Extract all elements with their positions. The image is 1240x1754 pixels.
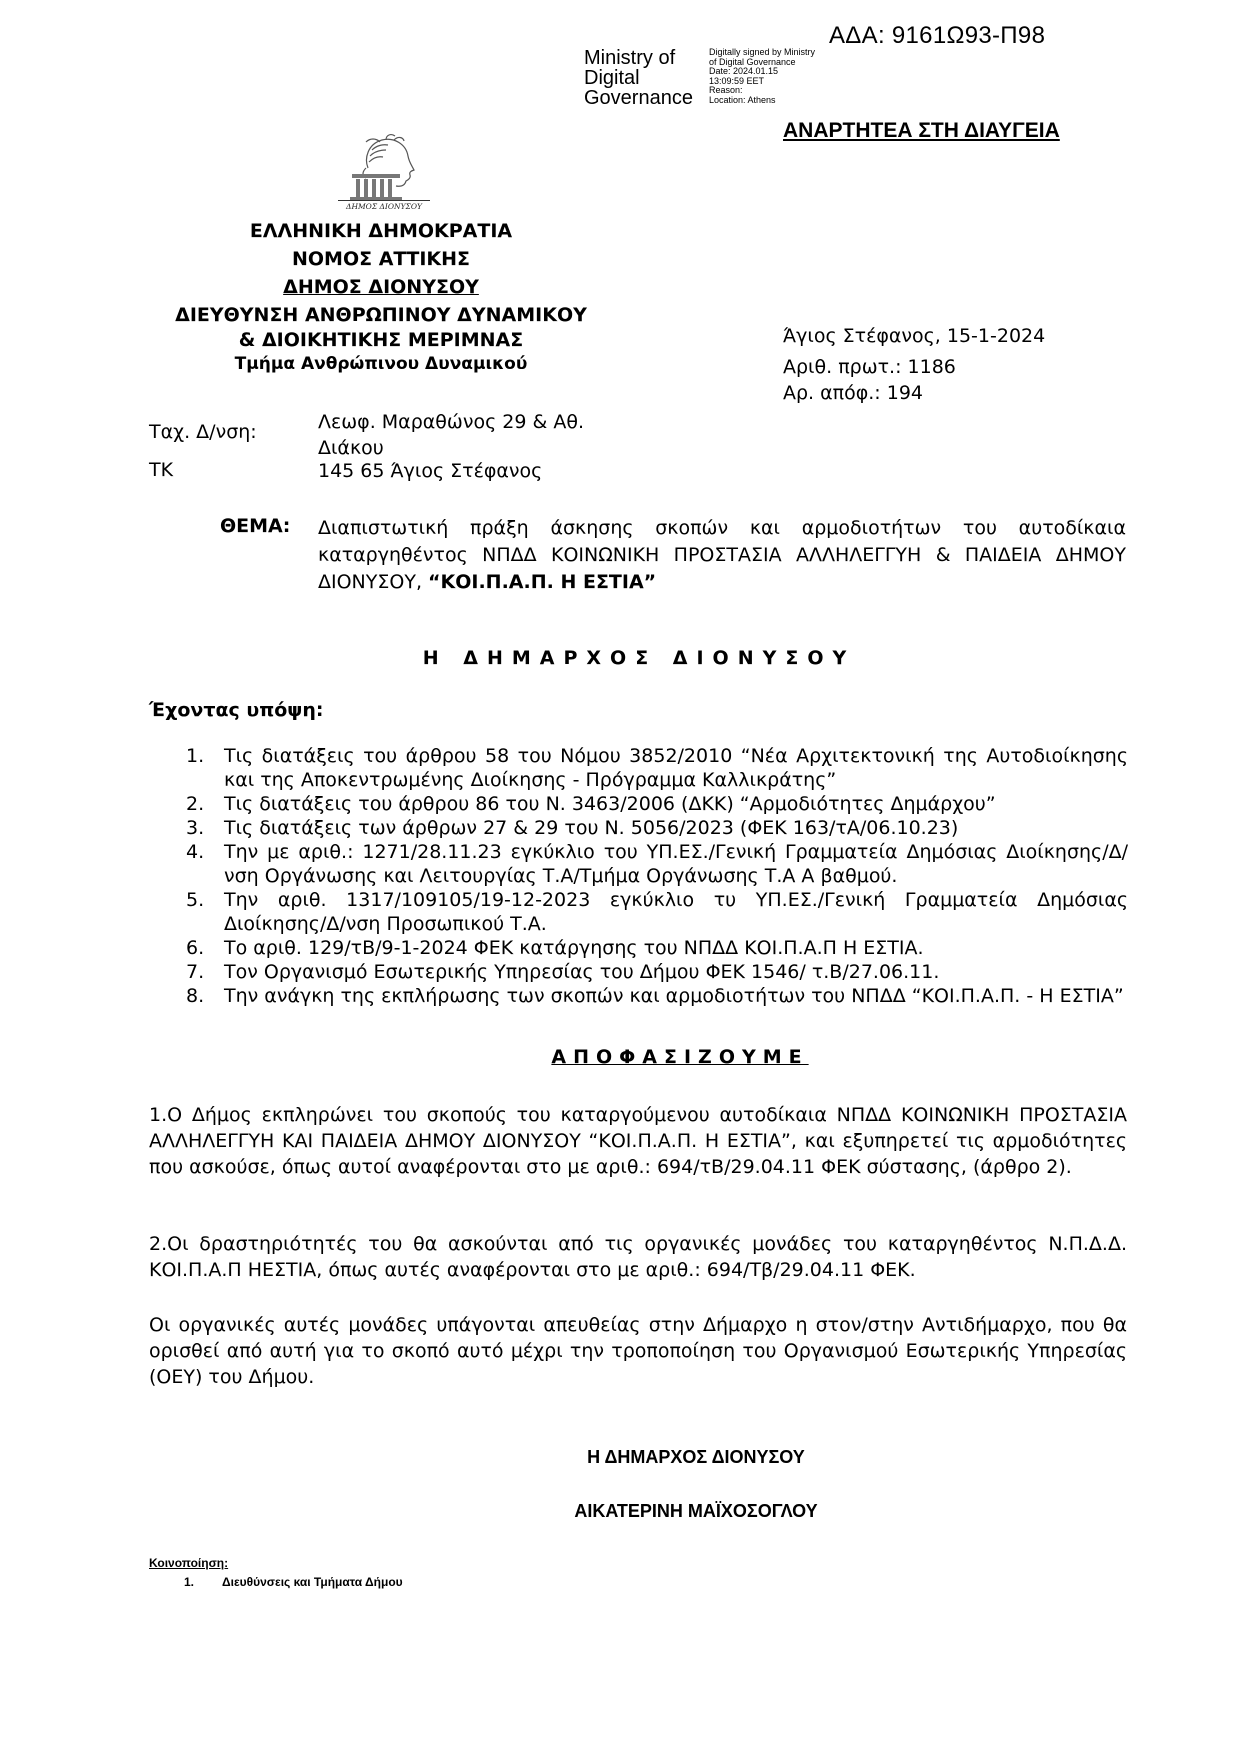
protocol-numbers [783,354,956,406]
notification-item [184,1575,403,1589]
signature-org-line: Governance [584,87,693,109]
item-text: Την αριθ. 1317/109105/19-12-2023 εγκύκλιο τυ ΥΠ.ΕΣ./Γενική Γραμματεία Δημόσιας Διοίκησης/Δ/νση Προσωπικού Τ.Α. [224,889,1128,935]
consideration-item [186,744,1128,792]
ada-reference: ΑΔΑ: 9161Ω93-Π98 [829,22,1046,49]
signature-org-line: Ministry of [584,47,676,69]
subject-body: Διαπιστωτική πράξη άσκησης σκοπών και αρμοδιοτήτων του αυτοδίκαια καταργηθέντος ΝΠΔΔ ΚΟΙΝΩΝΙΚΗ ΠΡΟΣΤΑΣΙΑ ΑΛΛΗΛΕΓΓΥΗ & ΠΑΙΔΕΙΑ ΔΗΜΟΥ ΔΙΟΝΥΣΟΥ, [318,517,1126,593]
header-department: Τμήμα Ανθρώπινου Δυναμικού [234,354,528,374]
item-text: Τον Οργανισμό Εσωτερικής Υπηρεσίας του Δήμου ΦΕΚ 1546/ τ.Β/27.06.11. [224,961,940,983]
signature-detail-line: Reason: [709,85,743,96]
subject-entity-name: “ΚΟΙ.Π.Α.Π. Η ΕΣΤΙΑ” [428,571,657,593]
signature-details [709,48,815,106]
decision-heading: ΑΠΟΦΑΣΙΖΟΥΜΕ [551,1046,809,1068]
address-label: Ταχ. Δ/νση: [149,421,257,443]
item-number: 1. [184,1575,195,1589]
decision-paragraph-3: Οι οργανικές αυτές μονάδες υπάγονται απευθείας στην Δήμαρχο η στον/στην Αντιδήμαρχο, που θα ορισθεί από αυτή για το σκοπό αυτό μέχρι την τροποποίηση του Οργανισμού Εσωτερικής Υπηρεσίας (ΟΕΥ) του Δήμου. [149,1314,1127,1388]
decision-paragraph-2: 2.Οι δραστηριότητές του θα ασκούνται από τις οργανικές μονάδες του καταργηθέντος Ν.Π.Δ.Δ. ΚΟΙ.Π.Α.Π ΗΕΣΤΙΑ, όπως αυτές αναφέρονται στο με αριθ.: 694/Τβ/29.04.11 ΦΕΚ. [149,1233,1127,1281]
header-country: ΕΛΛΗΝΙΚΗ ΔΗΜΟΚΡΑΤΙΑ [249,220,513,242]
header-municipality: ΔΗΜΟΣ ΔΙΟΝΥΣΟΥ [283,276,479,298]
decision-number: Αρ. απόφ.: 194 [783,382,924,404]
considerations-list [186,744,1128,1008]
signature-detail-line: of Digital Governance [709,56,796,67]
item-text: Την με αριθ.: 1271/28.11.23 εγκύκλιο του ΥΠ.ΕΣ./Γενική Γραμματεία Δημόσιας Διοίκησης/Δ/νση Οργάνωσης και Λειτουργίας Τ.Α/Τμήμα Οργάνωσης Τ.Α Α βαθμού. [224,841,1128,887]
item-number: 7. [186,961,205,983]
item-number: 4. [186,841,205,863]
item-number: 2. [186,793,205,815]
header-prefecture: ΝΟΜΟΣ ΑΤΤΙΚΗΣ [291,248,470,270]
postcode-value: 145 65 Άγιος Στέφανος [318,460,543,482]
header-directorate: ΔΙΕΥΘΥΝΣΗ ΑΝΘΡΩΠΙΝΟΥ ΔΥΝΑΜΙΚΟΥ [175,304,587,326]
item-text: Τις διατάξεις του άρθρου 58 του Νόμου 3852/2010 “Νέα Αρχιτεκτονική της Αυτοδιοίκησης και της Αποκεντρωμένης Διοίκησης - Πρόγραμμα Καλλικράτης” [224,745,1128,791]
consideration-item [186,816,1128,840]
signatory-name: ΑΙΚΑΤΕΡΙΝΗ ΜΑΪΧΟΣΟΓΛΟΥ [574,1501,818,1521]
item-text: Την ανάγκη της εκπλήρωσης των σκοπών και αρμοδιοτήτων του ΝΠΔΔ “ΚΟΙ.Π.Α.Π. - Η ΕΣΤΙΑ” [224,985,1124,1007]
signature-organization [584,48,693,108]
signature-detail-line: Digitally signed by Ministry [709,47,816,57]
municipality-logo [336,128,432,212]
item-number: 5. [186,889,205,911]
item-text: Το αριθ. 129/τΒ/9-1-2024 ΦΕΚ κατάργησης του ΝΠΔΔ ΚΟΙ.Π.Α.Π Η ΕΣΤΙΑ. [224,937,924,959]
signature-org-line: Digital [584,67,640,89]
postcode-label: ΤΚ [149,459,174,481]
item-text: Διευθύνσεις και Τμήματα Δήμου [222,1575,403,1589]
item-number: 3. [186,817,205,839]
subject-label: ΘΕΜΑ: [220,515,291,537]
protocol-number: Αριθ. πρωτ.: 1186 [783,356,956,378]
notification-title: Κοινοποίηση: [149,1556,229,1570]
item-number: 8. [186,985,205,1007]
consideration-item [186,888,1128,936]
signature-detail-line: Location: Athens [709,94,776,105]
issuing-authority-header [110,217,652,375]
decision-paragraph-1: 1.Ο Δήμος εκπληρώνει του σκοπούς του καταργούμενου αυτοδίκαια ΝΠΔΔ ΚΟΙΝΩΝΙΚΗ ΠΡΟΣΤΑΣΙΑ ΑΛΛΗΛΕΓΓΥΗ ΚΑΙ ΠΑΙΔΕΙΑ ΔΗΜΟΥ ΔΙΟΝΥΣΟΥ “ΚΟΙ.Π.Α.Π. Η ΕΣΤΙΑ”, και εξυπηρετεί τις αρμοδιότητες που ασκούσε, όπως αυτοί αναφέρονται στο με αριθ.: 694/τΒ/29.04.11 ΦΕΚ σύστασης, (άρθρο 2). [149,1104,1127,1178]
item-number: 6. [186,937,205,959]
header-directorate-cont: & ΔΙΟΙΚΗΤΙΚΗΣ ΜΕΡΙΜΝΑΣ [238,329,524,351]
municipality-logo-icon [336,128,432,212]
logo-caption: ΔΗΜΟΣ ΔΙΟΝΥΣΟΥ [346,202,422,211]
consideration-item [186,840,1128,888]
post-to-diavgeia-notice: ΑΝΑΡΤΗΤΕΑ ΣΤΗ ΔΙΑΥΓΕΙΑ [783,119,1060,142]
place-date: Άγιος Στέφανος, 15-1-2024 [783,325,1046,347]
considering-label: Έχοντας υπόψη: [149,699,324,721]
subject-text [318,515,1126,596]
consideration-item [186,960,1128,984]
mayor-title: Η ΔΗΜΑΡΧΟΣ ΔΙΟΝΥΣΟΥ [422,647,856,669]
consideration-item [186,792,1128,816]
signature-detail-line: Date: 2024.01.15 [709,66,779,77]
address-value: Λεωφ. Μαραθώνος 29 & Αθ. Διάκου [318,411,584,459]
item-text: Τις διατάξεις των άρθρων 27 & 29 του Ν. 5056/2023 (ΦΕΚ 163/τΑ/06.10.23) [224,817,959,839]
signatory-title: Η ΔΗΜΑΡΧΟΣ ΔΙΟΝΥΣΟΥ [587,1447,805,1467]
item-number: 1. [186,745,205,767]
item-text: Τις διατάξεις του άρθρου 86 του Ν. 3463/2006 (ΔΚΚ) “Αρμοδιότητες Δημάρχου” [224,793,996,815]
consideration-item [186,936,1128,960]
consideration-item [186,984,1128,1008]
signature-detail-line: 13:09:59 EET [709,75,765,86]
